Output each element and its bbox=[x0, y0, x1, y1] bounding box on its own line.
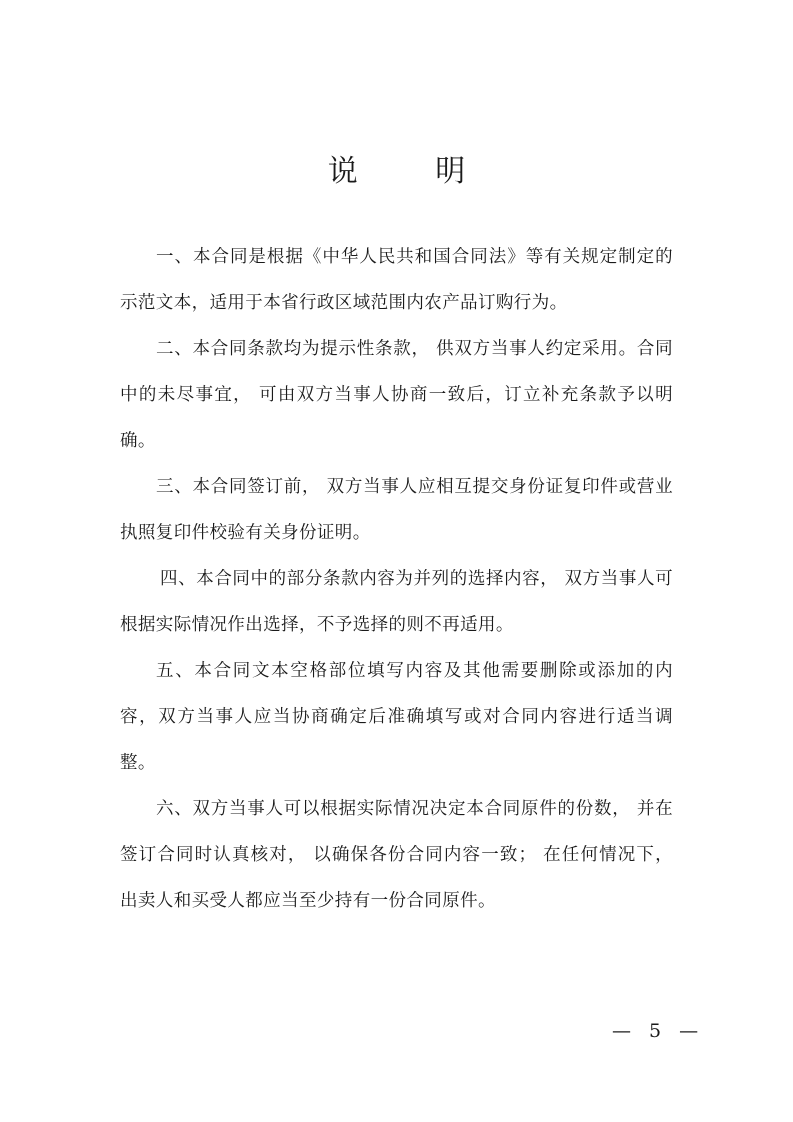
document-body bbox=[120, 234, 673, 924]
paragraph-5: 五、本合同文本空格部位填写内容及其他需要删除或添加的内容，双方当事人应当协商确定后准确填写或对合同内容进行适当调整。 bbox=[120, 661, 673, 773]
paragraph-4: 四、本合同中的部分条款内容为并列的选择内容， 双方当事人可根据实际情况作出选择，不予选择的则不再适用。 bbox=[120, 569, 673, 635]
page-number: — 5 — bbox=[612, 1020, 705, 1042]
page-title: 说 明 bbox=[327, 154, 500, 189]
paragraph-1: 一、本合同是根据《中华人民共和国合同法》等有关规定制定的示范文本，适用于本省行政区域范围内农产品订购行为。 bbox=[120, 247, 673, 313]
paragraph-2: 二、本合同条款均为提示性条款， 供双方当事人约定采用。合同中的未尽事宜， 可由双方当事人协商一致后，订立补充条款予以明确。 bbox=[120, 339, 673, 451]
paragraph-3: 三、本合同签订前， 双方当事人应相互提交身份证复印件或营业执照复印件校验有关身份证明。 bbox=[120, 477, 673, 543]
paragraph-6: 六、双方当事人可以根据实际情况决定本合同原件的份数， 并在签订合同时认真核对， 以确保各份合同内容一致； 在任何情况下， 出卖人和买受人都应当至少持有一份合同原件。 bbox=[120, 799, 673, 911]
